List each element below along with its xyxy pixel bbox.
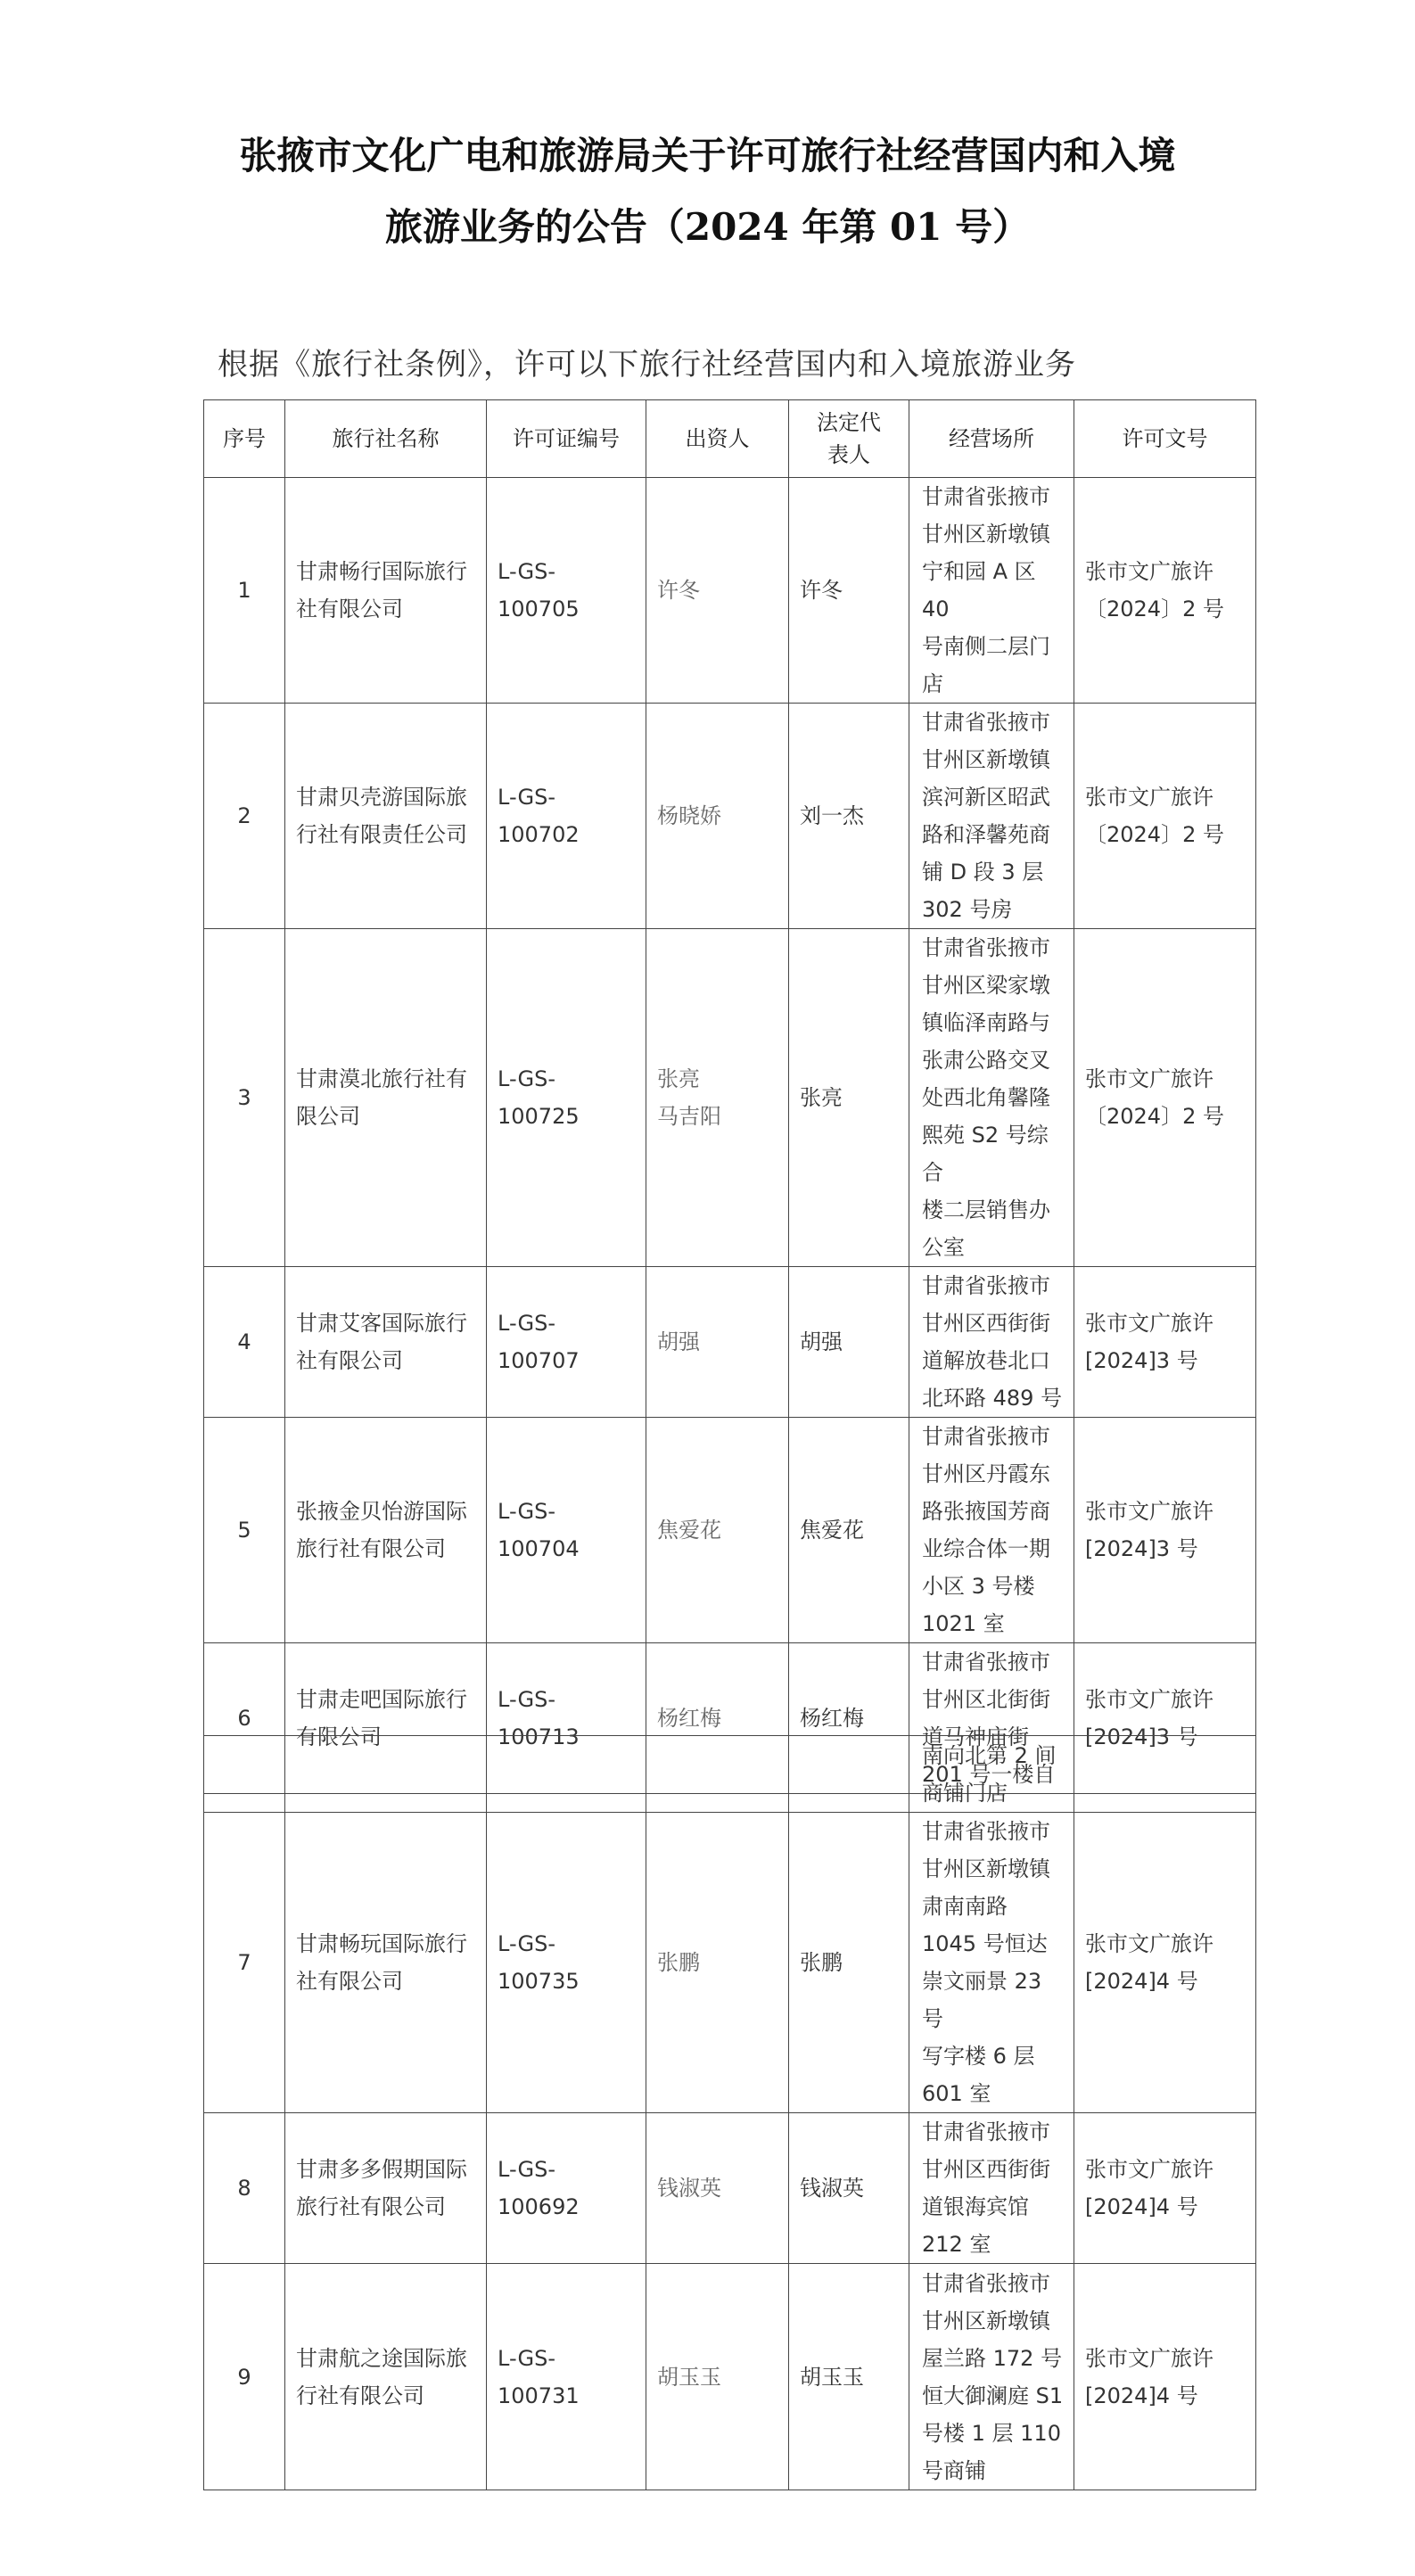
legal-representative: 刘一杰 [789,704,909,929]
address-line: 甘州区新墩镇 [922,747,1050,772]
intro-paragraph: 根据《旅行社条例》，许可以下旅行社经营国内和入境旅游业务 [218,347,1076,383]
address-line: 屋兰路 172 号 [922,2345,1063,2371]
permit-doc-line-2: [2024]3 号 [1085,1724,1198,1749]
agency-name-line-1: 甘肃艾客国际旅行 [296,1311,467,1336]
license-table-page-2 [203,1735,1256,2490]
table-row [204,478,1256,704]
document-title-line-1: 张掖市文化广电和旅游局关于许可旅行社经营国内和入境 [239,134,1176,177]
investor-line-1: 杨晓娇 [657,803,721,828]
agency-name-line-2: 限公司 [296,1104,360,1129]
business-address [909,478,1074,704]
row-number: 2 [204,704,285,929]
permit-doc-line-2: [2024]3 号 [1085,1536,1198,1561]
business-address [909,1813,1074,2113]
row-number: 6 [204,1643,285,1794]
header-license: 许可证编号 [487,400,646,478]
table-row [204,704,1256,929]
permit-doc-line-1: 张市文广旅许 [1085,559,1213,584]
investor-line-1: 张鹏 [657,1950,700,1975]
permit-document-number [1074,1267,1256,1418]
investor [646,1267,789,1418]
permit-doc-line-2: [2024]4 号 [1085,2194,1198,2219]
address-line: 1021 室 [922,1611,1005,1636]
agency-name-line-1: 张掖金贝怡游国际 [296,1499,467,1524]
table-row [204,1267,1256,1418]
address-line: 路张掖国芳商 [922,1499,1050,1524]
investor-line-1: 杨红梅 [657,1706,721,1731]
permit-document-number [1074,704,1256,929]
permit-doc-line-2: [2024]3 号 [1085,1348,1198,1373]
license-number: L-GS-100704 [487,1418,646,1643]
business-address [909,1418,1074,1643]
header-rep-line-1: 法定代 [817,410,881,435]
legal-representative: 钱淑英 [789,2113,909,2264]
address-line: 212 室 [922,2232,991,2257]
header-doc: 许可文号 [1074,400,1256,478]
legal-representative: 焦爱花 [789,1418,909,1643]
investor-line-1: 胡强 [657,1329,700,1354]
header-rep-line-2: 表人 [827,442,870,467]
header-investor: 出资人 [646,400,789,478]
investor-line-1: 胡玉玉 [657,2364,721,2390]
table-header-row [204,400,1256,478]
address-line: 处西北角馨隆 [922,1085,1050,1110]
permit-document-number [1074,929,1256,1267]
agency-name [285,1418,487,1643]
address-line: 北环路 489 号 [922,1386,1063,1411]
address-line: 镇临泽南路与 [922,1010,1050,1035]
license-number: L-GS-100713 [487,1643,646,1794]
permit-doc-line-2: 〔2024〕2 号 [1085,822,1224,847]
address-line: 甘肃省张掖市 [922,1273,1050,1298]
permit-document-number [1074,2113,1256,2264]
address-line: 甘肃省张掖市 [922,484,1050,509]
address-line: 滨河新区昭武 [922,785,1050,810]
agency-name [285,478,487,704]
business-address [909,2264,1074,2490]
address-line: 甘肃省张掖市 [922,2270,1050,2296]
agency-name-line-2: 有限公司 [296,1724,382,1749]
row-number: 3 [204,929,285,1267]
agency-name-line-2: 行社有限公司 [296,2383,424,2408]
investor [646,2113,789,2264]
agency-name [285,704,487,929]
address-line: 甘肃省张掖市 [922,935,1050,960]
table-row [204,929,1256,1267]
row-number: 5 [204,1418,285,1643]
agency-name [285,2264,487,2490]
address-line: 甘肃省张掖市 [922,710,1050,735]
legal-representative: 杨红梅 [789,1643,909,1794]
business-address [909,704,1074,929]
address-line: 楼二层销售办 [922,1197,1050,1222]
license-number: L-GS-100735 [487,1813,646,2113]
agency-name [285,929,487,1267]
legal-representative: 胡强 [789,1267,909,1418]
header-rep [789,400,909,478]
legal-representative: 许冬 [789,478,909,704]
address-line: 南向北第 2 间 [922,1742,1057,1768]
address-line: 业综合体一期 [922,1536,1050,1561]
permit-doc-line-2: 〔2024〕2 号 [1085,1104,1224,1129]
permit-doc-line-1: 张市文广旅许 [1085,2157,1213,2182]
address-line: 1045 号恒达 [922,1931,1048,1956]
license-number: L-GS-100731 [487,2264,646,2490]
business-address [909,1267,1074,1418]
agency-name-line-2: 旅行社有限公司 [296,2194,446,2219]
address-line: 甘州区西街街 [922,2157,1050,2182]
header-name: 旅行社名称 [285,400,487,478]
continuation-row [204,1736,1256,1813]
continuation-address [909,1736,1074,1813]
table-row [204,1813,1256,2113]
investor [646,704,789,929]
header-num: 序号 [204,400,285,478]
agency-name-line-1: 甘肃多多假期国际 [296,2157,467,2182]
address-line: 甘肃省张掖市 [922,2119,1050,2144]
agency-name [285,1813,487,2113]
legal-representative: 胡玉玉 [789,2264,909,2490]
agency-name-line-1: 甘肃航之途国际旅 [296,2345,467,2371]
agency-name-line-2: 旅行社有限公司 [296,1536,446,1561]
header-address: 经营场所 [909,400,1074,478]
address-line: 甘州区梁家墩 [922,973,1050,998]
investor-line-1: 张亮 [657,1066,700,1091]
row-number: 4 [204,1267,285,1418]
investor [646,1418,789,1643]
address-line: 甘州区丹霞东 [922,1461,1050,1486]
permit-doc-line-1: 张市文广旅许 [1085,785,1213,810]
address-line: 熙苑 S2 号综合 [922,1123,1049,1185]
address-line: 甘州区新墩镇 [922,522,1050,547]
agency-name-line-1: 甘肃贝壳游国际旅 [296,785,467,810]
address-line: 肃南南路 [922,1894,1008,1919]
investor [646,2264,789,2490]
address-line: 店 [922,671,943,696]
row-number: 1 [204,478,285,704]
address-line: 恒大御澜庭 S1 [922,2383,1064,2408]
address-line: 号商铺 [922,2457,986,2483]
license-number: L-GS-100725 [487,929,646,1267]
business-address [909,929,1074,1267]
permit-doc-line-1: 张市文广旅许 [1085,2345,1213,2371]
address-line: 商铺门店 [922,1780,1008,1806]
agency-name-line-1: 甘肃畅行国际旅行 [296,559,467,584]
address-line: 302 号房 [922,897,1013,922]
address-line: 公室 [922,1235,965,1260]
agency-name [285,1267,487,1418]
license-number: L-GS-100702 [487,704,646,929]
address-line: 写字楼 6 层 [922,2044,1035,2069]
address-line: 道马神庙街 [922,1724,1029,1749]
row-number: 9 [204,2264,285,2490]
address-line: 路和泽馨苑商 [922,822,1050,847]
permit-document-number [1074,1813,1256,2113]
permit-doc-line-1: 张市文广旅许 [1085,1066,1213,1091]
investor [646,1813,789,2113]
agency-name-line-2: 社有限公司 [296,597,403,621]
permit-doc-line-2: [2024]4 号 [1085,2383,1198,2408]
address-line: 601 室 [922,2081,991,2106]
address-line: 甘州区新墩镇 [922,1856,1050,1881]
row-number: 7 [204,1813,285,2113]
address-line: 号南侧二层门 [922,634,1050,659]
address-line: 甘肃省张掖市 [922,1650,1050,1675]
license-number: L-GS-100707 [487,1267,646,1418]
investor-line-1: 焦爱花 [657,1518,721,1543]
address-line: 201 号一楼自 [922,1762,1056,1787]
legal-representative: 张亮 [789,929,909,1267]
table-row [204,2113,1256,2264]
row-number: 8 [204,2113,285,2264]
permit-doc-line-1: 张市文广旅许 [1085,1931,1213,1956]
license-table-page-1 [203,399,1256,1794]
permit-document-number [1074,1418,1256,1643]
legal-representative: 张鹏 [789,1813,909,2113]
address-line: 铺 D 段 3 层 [922,860,1044,885]
address-line: 甘州区北街街 [922,1687,1050,1712]
address-line: 甘州区新墩镇 [922,2308,1050,2333]
permit-doc-line-1: 张市文广旅许 [1085,1687,1213,1712]
agency-name-line-2: 社有限公司 [296,1969,403,1994]
permit-doc-line-1: 张市文广旅许 [1085,1499,1213,1524]
license-number: L-GS-100692 [487,2113,646,2264]
address-line: 甘肃省张掖市 [922,1424,1050,1449]
investor-line-1: 许冬 [657,578,700,603]
address-line: 道银海宾馆 [922,2194,1029,2219]
document-title-line-2: 旅游业务的公告（2024 年第 01 号） [384,205,1031,249]
agency-name-line-1: 甘肃畅玩国际旅行 [296,1931,467,1956]
agency-name-line-2: 行社有限责任公司 [296,822,467,847]
table-row [204,2264,1256,2490]
investor [646,478,789,704]
address-line: 崇文丽景 23 号 [922,1969,1042,2031]
address-line: 道解放巷北口 [922,1348,1050,1373]
permit-document-number [1074,478,1256,704]
permit-doc-line-2: [2024]4 号 [1085,1969,1198,1994]
address-line: 号楼 1 层 110 [922,2420,1061,2446]
agency-name-line-1: 甘肃走吧国际旅行 [296,1687,467,1712]
investor-line-1: 钱淑英 [657,2176,721,2201]
license-number: L-GS-100705 [487,478,646,704]
investor-line-2: 马吉阳 [657,1104,721,1129]
address-line: 小区 3 号楼 [922,1574,1035,1599]
address-line: 甘肃省张掖市 [922,1819,1050,1844]
table-row [204,1418,1256,1643]
permit-doc-line-2: 〔2024〕2 号 [1085,597,1224,621]
agency-name [285,2113,487,2264]
agency-name-line-1: 甘肃漠北旅行社有 [296,1066,467,1091]
permit-doc-line-1: 张市文广旅许 [1085,1311,1213,1336]
address-line: 张肃公路交叉 [922,1048,1050,1073]
address-line: 甘州区西街街 [922,1311,1050,1336]
address-line: 宁和园 A 区 40 [922,559,1036,621]
investor [646,929,789,1267]
agency-name-line-2: 社有限公司 [296,1348,403,1373]
permit-document-number [1074,2264,1256,2490]
business-address [909,2113,1074,2264]
